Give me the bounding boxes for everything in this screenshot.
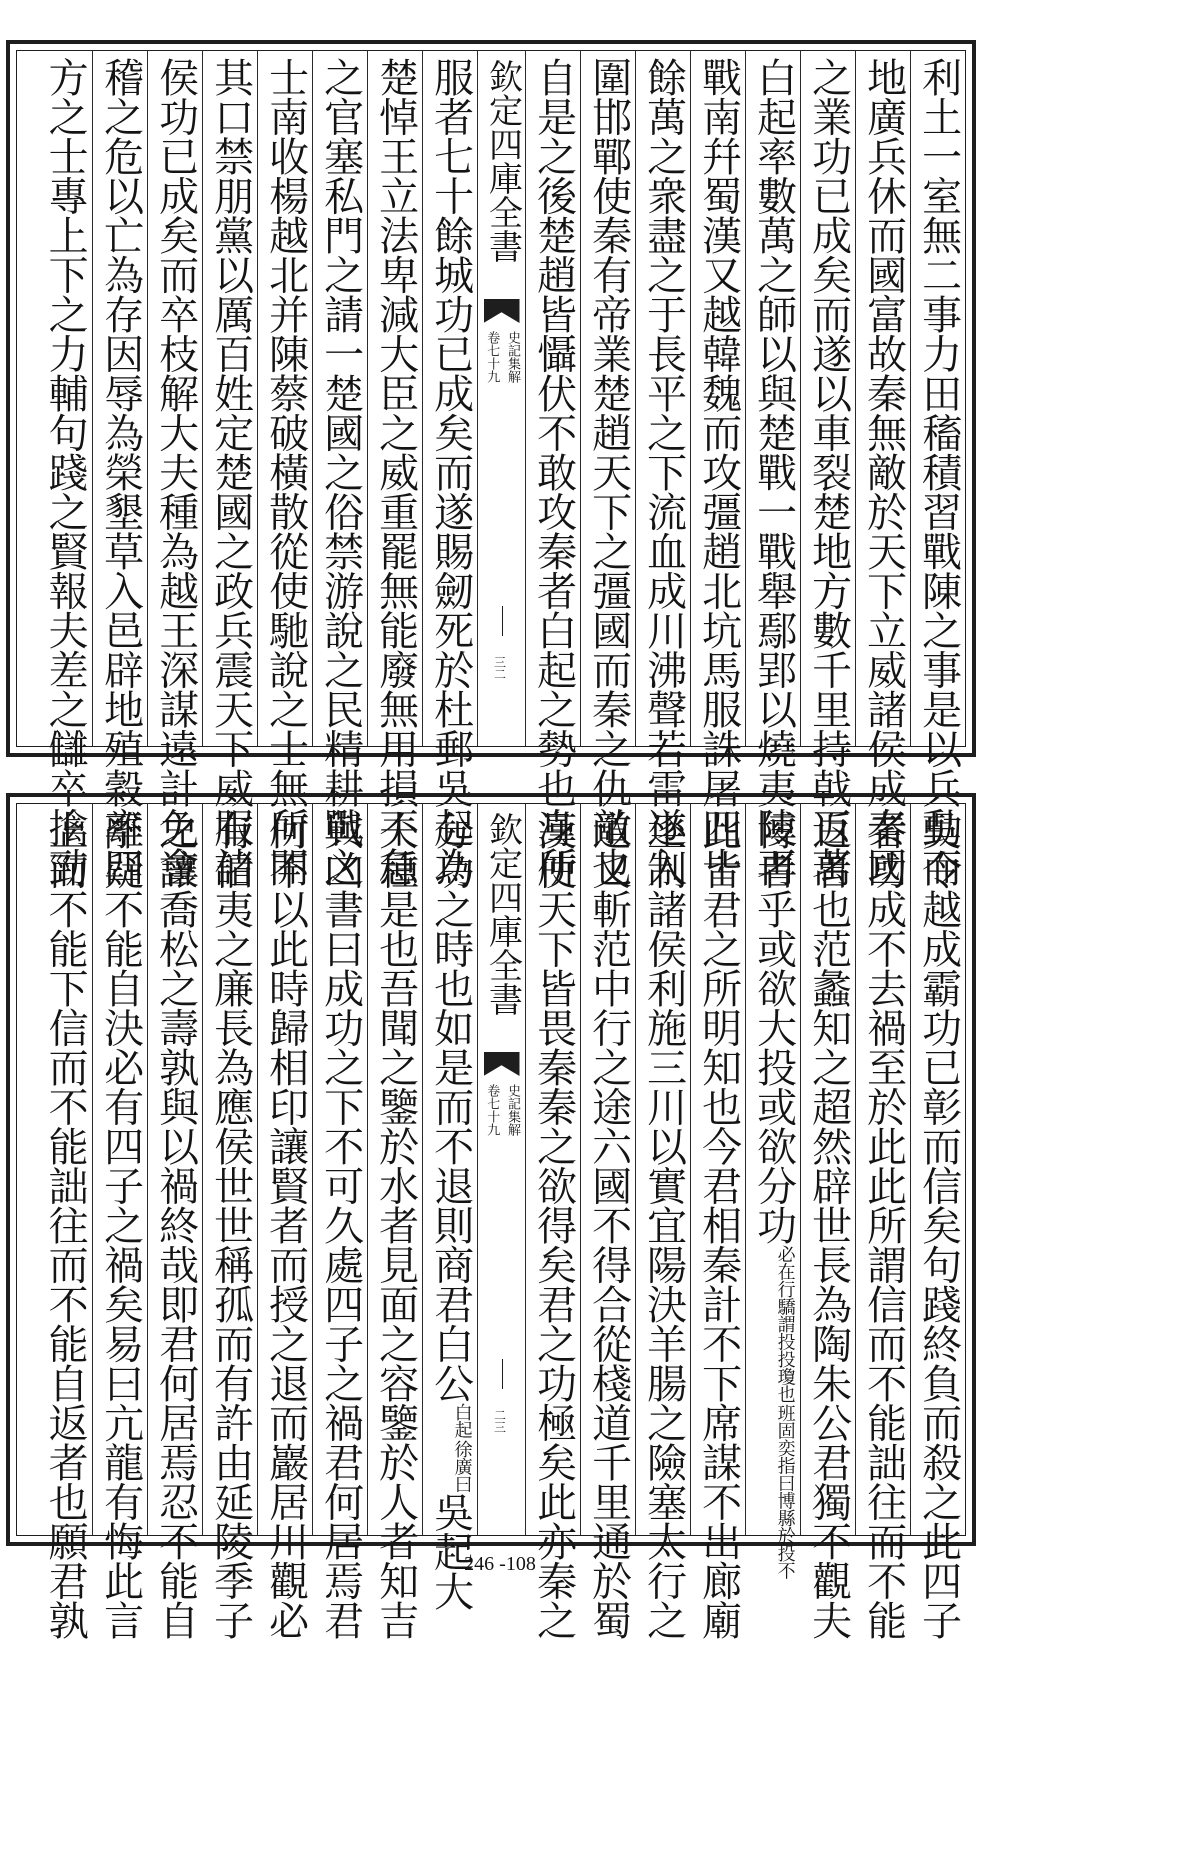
text-column: 服者七十餘城功已成矣而遂賜劒死於杜郵吳起為 (422, 51, 477, 746)
text-column: 吳令越成霸功已彰而信矣句踐終負而殺之此四子 (910, 804, 965, 1535)
top-page (6, 40, 976, 887)
divider (502, 606, 504, 636)
fish-tail-mark-icon (484, 1052, 520, 1076)
text-column: 上而不能下信而不能詘往而不能自返者也願君孰 (42, 810, 89, 1640)
text-column: 離疑不能自決必有四子之禍矣易曰亢龍有悔此言 (92, 804, 147, 1535)
text-column-with-note: 博者乎或欲大投或欲分功 班固奕指曰博縣於投不 必在行驕謂投投瓊也 (745, 804, 800, 1535)
page-marker: 二三 (492, 1409, 507, 1433)
text-column: 此皆君之所明知也今君相秦計不下席謀不出廊廟 (690, 804, 745, 1535)
annotation: 徐廣曰 白起 (451, 1402, 473, 1492)
source-title: 史記集解 (505, 1084, 520, 1136)
text-column: 士南收楊越北并陳蔡破橫散從使馳說之士無所開 (257, 51, 312, 746)
center-banner (477, 804, 525, 1535)
top-page-body (16, 50, 966, 887)
text-column: 與凶書曰成功之下不可久處四子之禍君何居焉君 (312, 804, 367, 1535)
source-title: 史記集解 (505, 331, 520, 383)
text-column: 方之士專上下之力輔句踐之賢報夫差之讎卒擒勁 (42, 57, 89, 887)
text-column: 餘萬之衆盡之于長平之下流血成川沸聲若雷遂入 (635, 51, 690, 746)
book-title: 欽定四庫全書 (482, 812, 523, 1016)
book-title: 欽定四庫全書 (482, 59, 523, 263)
page-marker: 三二 (492, 656, 507, 680)
text-column: 者功成不去禍至於此此所謂信而不能詘往而不能 (855, 804, 910, 1535)
text-column: 之讓喬松之壽孰與以禍終哉即君何居焉忍不能自 (147, 804, 202, 1535)
text-column: 返者也范蠡知之超然辟世長為陶朱公君獨不觀夫 (800, 804, 855, 1535)
text-column: 地廣兵休而國富故秦無敵於天下立威諸侯成秦國 (855, 51, 910, 746)
page-number: 246 -108 (464, 1553, 536, 1575)
text-column: 自是之後楚趙皆懾伏不敢攻秦者白起之勢也身所 (525, 51, 580, 746)
text-column: 道又斬范中行之途六國不得合從棧道千里通於蜀 (580, 804, 635, 1535)
text-column: 利土一室無二事力田稸積習戰陳之事是以兵動而 (910, 51, 965, 746)
text-column: 稽之危以亡為存因辱為榮墾草入邑辟地殖穀率四 (92, 51, 147, 746)
volume-label: 卷七十九 (484, 331, 500, 383)
divider (502, 1359, 504, 1389)
text-column: 坐制諸侯利施三川以實宜陽決羊腸之險塞太行之 (635, 804, 690, 1535)
text-column: 之業功已成矣而遂以車裂楚地方數千里持戟百萬 (800, 51, 855, 746)
text-column: 何不以此時歸相印讓賢者而授之退而巖居川觀必 (257, 804, 312, 1535)
text-column: 夫種是也吾聞之鑒於水者見面之容鑒於人者知吉 (367, 804, 422, 1535)
fish-tail-mark-icon (484, 299, 520, 323)
center-banner (477, 51, 525, 746)
text-column: 其口禁朋黨以厲百姓定楚國之政兵震天下威服諸 (202, 51, 257, 746)
text-column-with-note: 分功之時也如是而不退則商君白公 徐廣曰 白起 吳起大 (422, 804, 477, 1535)
volume-label: 卷七十九 (484, 1084, 500, 1136)
text-column: 有伯夷之廉長為應侯世世稱孤而有許由延陵季子 (202, 804, 257, 1535)
text-column: 漢使天下皆畏秦秦之欲得矣君之功極矣此亦秦之 (525, 804, 580, 1535)
text-column: 白起率數萬之師以與楚戰一戰舉鄢郢以燒夷陵再 (745, 51, 800, 746)
text-column: 楚悼王立法卑減大臣之威重罷無能廢無用損不急 (367, 51, 422, 746)
annotation: 班固奕指曰博縣於投不 必在行驕謂投投瓊也 (774, 1244, 796, 1579)
text-column: 侯功已成矣而卒枝解大夫種為越王深謀遠計免會 (147, 51, 202, 746)
text-column: 之官塞私門之請一楚國之俗禁游說之民精耕戰之 (312, 51, 367, 746)
text-column: 戰南幷蜀漢又越韓魏而攻彊趙北坑馬服誅屠四十 (690, 51, 745, 746)
text-column: 圍邯鄲使秦有帝業楚趙天下之彊國而秦之仇敵也 (580, 51, 635, 746)
